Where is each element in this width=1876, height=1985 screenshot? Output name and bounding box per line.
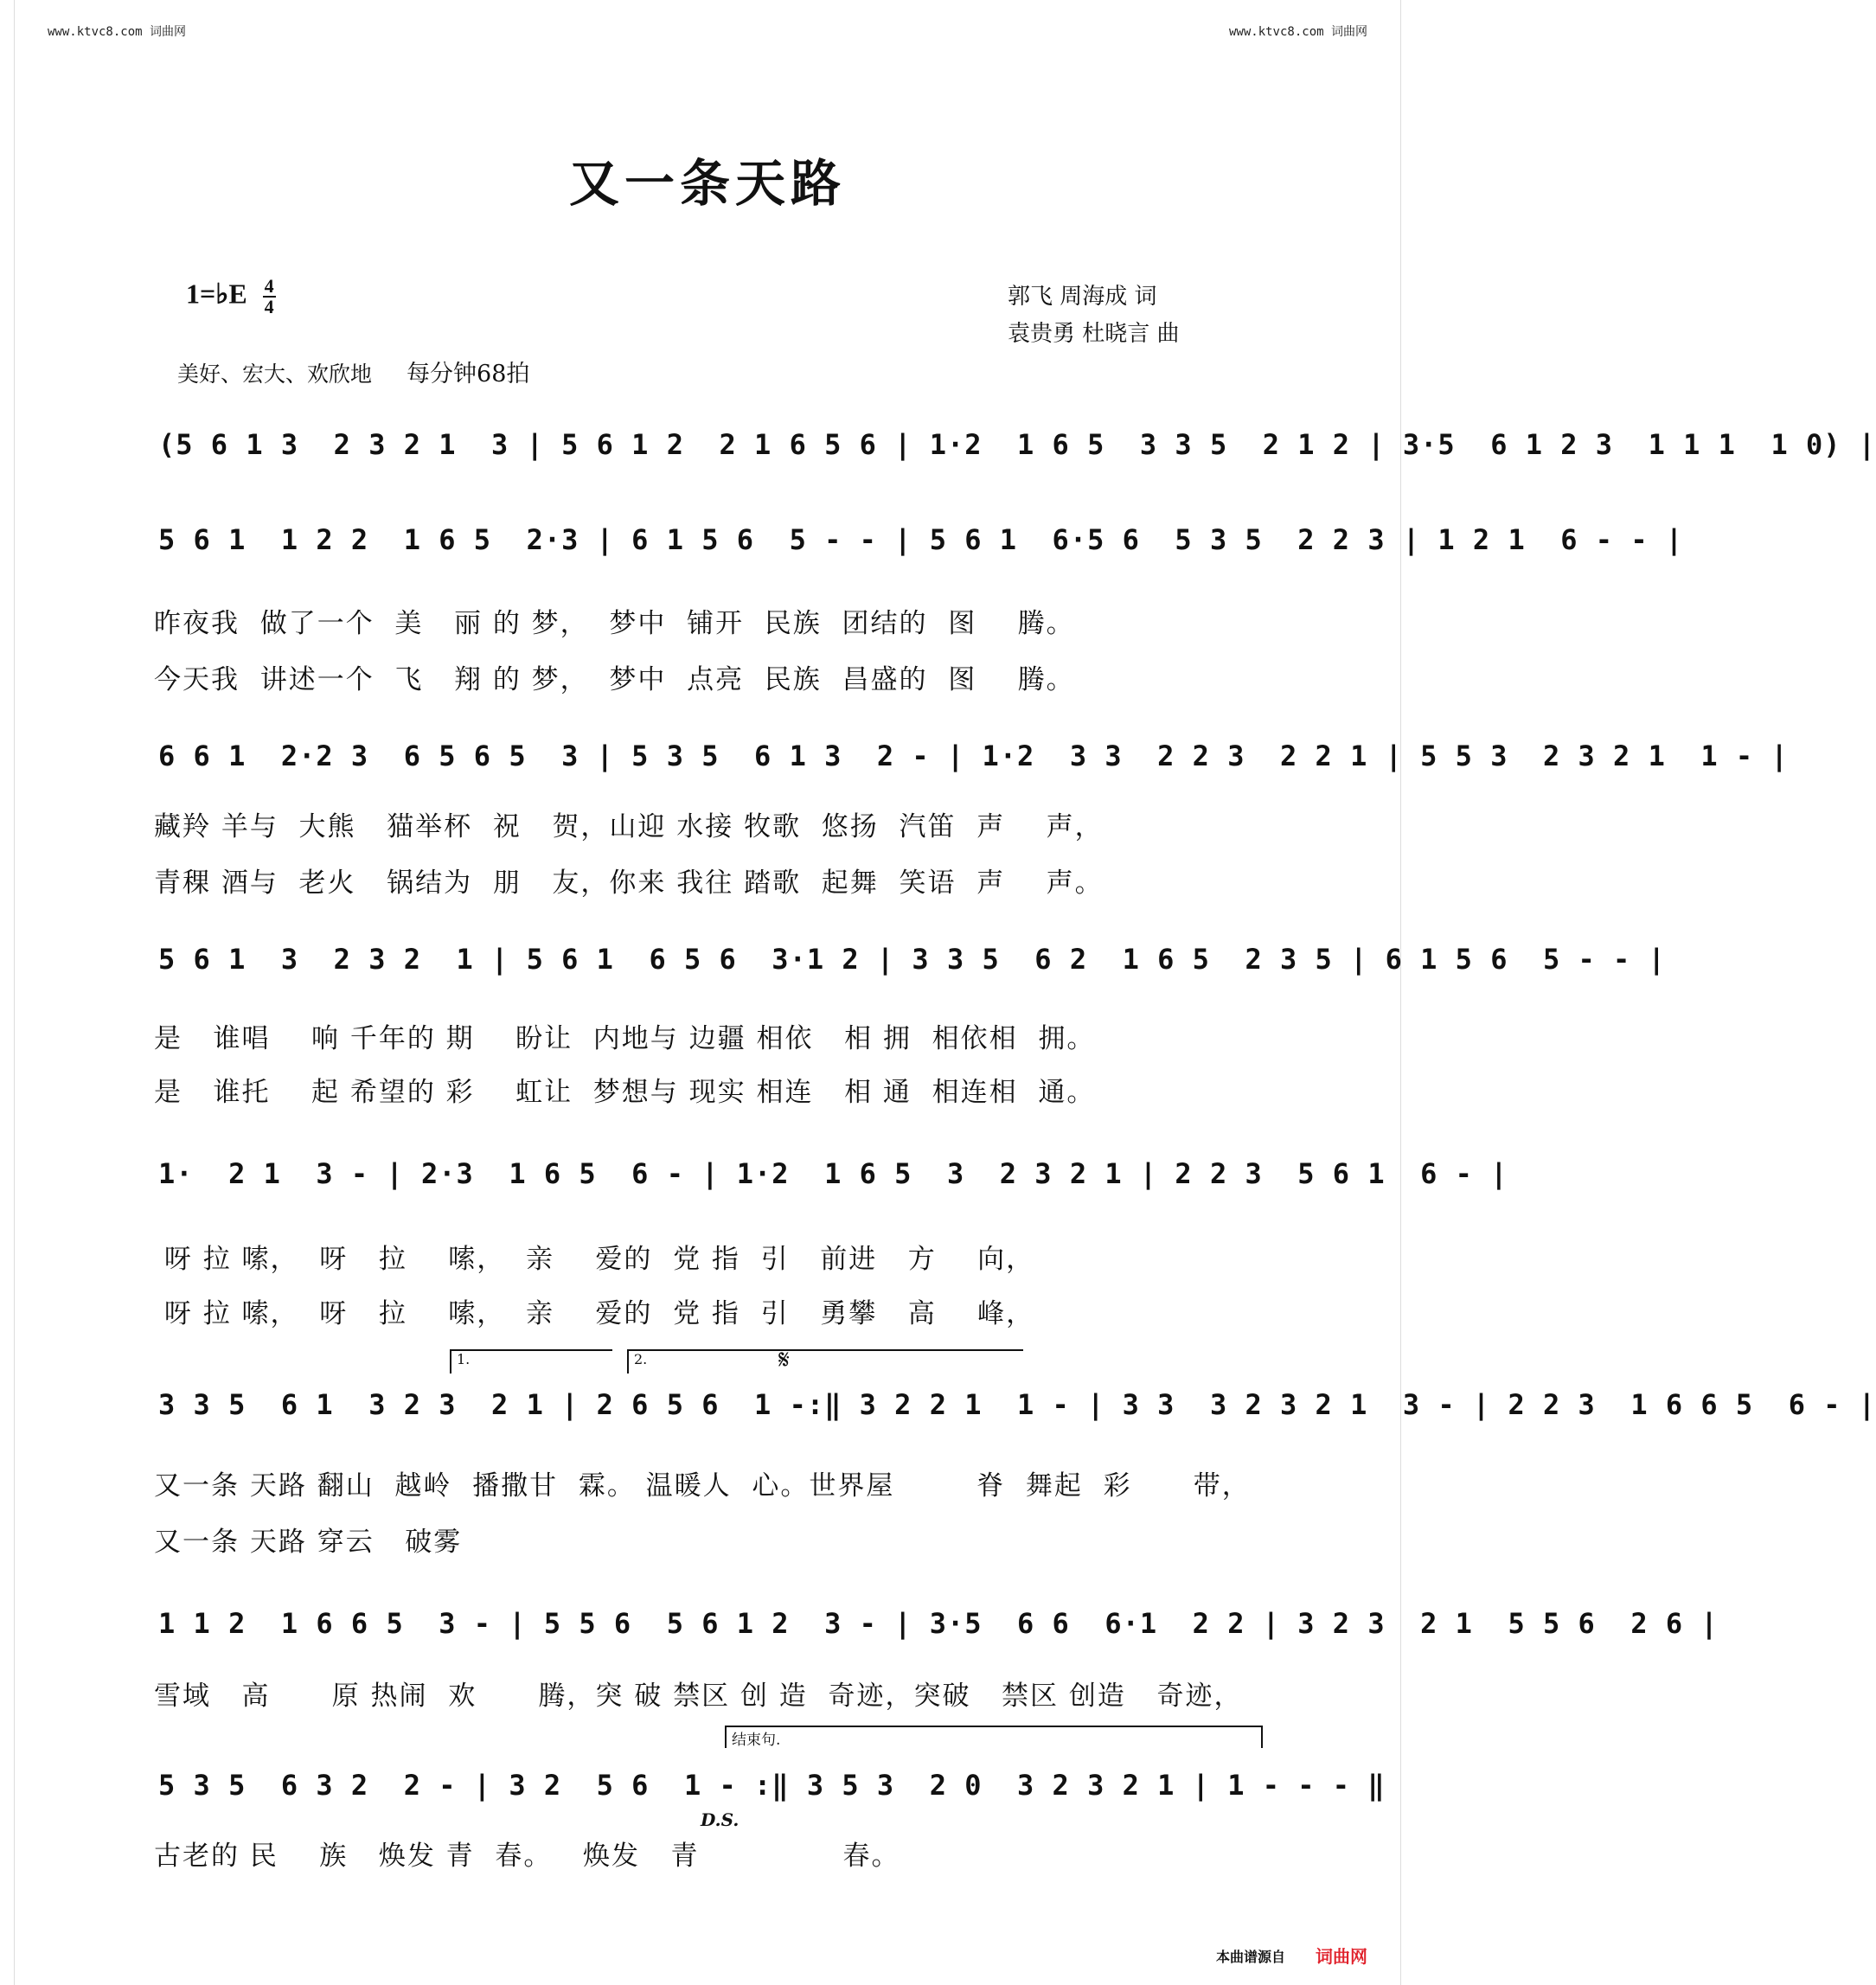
- coda-bracket: [725, 1726, 1263, 1748]
- notation-line-2: 5 6 1 1 2 2 1 6 5 2·3 | 6 1 5 6 5 - - | 5 6 1 6·5 6 5 3 5 2 2 3 | 1 2 1 6 - - |: [158, 523, 1684, 556]
- notation-line-6: 3 3 5 6 1 3 2 3 2 1 | 2 6 5 6 1 -:‖ 3 2 2 1 1 - | 3 3 3 2 3 2 1 3 - | 2 2 3 1 6 6 5 6 - |: [158, 1388, 1876, 1421]
- site-url-left[interactable]: www.ktvc8.com 词曲网: [48, 25, 187, 39]
- lyric-line-8a: 古老的 民 族 焕发 青 春。 焕发 青 春。: [154, 1841, 900, 1872]
- notation-line-4: 5 6 1 3 2 3 2 1 | 5 6 1 6 5 6 3·1 2 | 3 3 5 6 2 1 6 5 2 3 5 | 6 1 5 6 5 - - |: [158, 943, 1666, 976]
- lyric-line-4b: 是 谁托 起 希望的 彩 虹让 梦想与 现实 相连 相 通 相连相 通。: [154, 1077, 1096, 1108]
- lyric-line-2b: 今天我 讲述一个 飞 翔 的 梦， 梦中 点亮 民族 昌盛的 图 腾。: [154, 664, 1075, 695]
- tempo-bpm: 每分钟68拍: [407, 361, 530, 387]
- key-label: 1=♭E: [186, 278, 247, 310]
- notation-line-7: 1 1 2 1 6 6 5 3 - | 5 5 6 5 6 1 2 3 - | 3·5 6 6 6·1 2 2 | 3 2 3 2 1 5 5 6 2 6 |: [158, 1607, 1719, 1640]
- second-ending-bracket: [627, 1349, 1023, 1373]
- lyric-line-3a: 藏羚 羊与 大熊 猫举杯 祝 贺，山迎 水接 牧歌 悠扬 汽笛 声 声，: [154, 811, 1104, 842]
- footer-source: 本曲谱源自: [1215, 1949, 1285, 1965]
- first-ending-label: 1.: [457, 1351, 471, 1367]
- notation-line-5: 1· 2 1 3 - | 2·3 1 6 5 6 - | 1·2 1 6 5 3 2 3 2 1 | 2 2 3 5 6 1 6 - |: [158, 1157, 1508, 1190]
- footer-brand-link[interactable]: 词曲网: [1316, 1946, 1367, 1967]
- segno-sign: 𝄋: [778, 1345, 790, 1375]
- notation-line-3: 6 6 1 2·2 3 6 5 6 5 3 | 5 3 5 6 1 3 2 - | 1·2 3 3 2 2 3 2 2 1 | 5 5 3 2 3 2 1 1 - |: [158, 740, 1789, 772]
- lyric-line-2a: 昨夜我 做了一个 美 丽 的 梦， 梦中 铺开 民族 团结的 图 腾。: [154, 608, 1075, 639]
- lyric-line-4a: 是 谁唱 响 千年的 期 盼让 内地与 边疆 相依 相 拥 相依相 拥。: [154, 1023, 1096, 1054]
- song-title: 又一条天路: [568, 154, 846, 213]
- tempo-marking: [177, 355, 529, 388]
- lyric-line-6a: 又一条 天路 翻山 越岭 播撒甘 霖。 温暖人 心。世界屋 脊 舞起 彩 带，: [154, 1470, 1251, 1502]
- lyric-line-3b: 青稞 酒与 老火 锅结为 朋 友，你来 我往 踏歌 起舞 笑语 声 声。: [154, 868, 1104, 899]
- ds-marking: D.S.: [701, 1809, 740, 1830]
- second-ending-label: 2.: [634, 1351, 648, 1367]
- composer-credit: 袁贵勇 杜晓言 曲: [1008, 321, 1180, 347]
- site-url-right[interactable]: www.ktvc8.com 词曲网: [1228, 25, 1367, 39]
- lyric-line-5a: 呀 拉 嗦， 呀 拉 嗦， 亲 爱的 党 指 引 前进 方 向，: [154, 1244, 1035, 1275]
- lyricist-credit: 郭飞 周海成 词: [1008, 284, 1157, 310]
- coda-label: 结束句.: [732, 1732, 781, 1749]
- tempo-mood: 美好、宏大、欢欣地: [177, 362, 373, 387]
- time-top: 4: [264, 275, 274, 297]
- first-ending-bracket: [450, 1349, 612, 1373]
- right-margin-strip: [1400, 0, 1415, 1985]
- lyric-line-7a: 雪域 高 原 热闹 欢 腾，突 破 禁区 创 造 奇迹，突破 禁区 创造 奇迹，: [154, 1681, 1243, 1712]
- notation-line-8: 5 3 5 6 3 2 2 - | 3 2 5 6 1 - :‖ 3 5 3 2 0 3 2 3 2 1 | 1 - - - ‖: [158, 1769, 1386, 1802]
- lyric-line-6b: 又一条 天路 穿云 破雾: [154, 1527, 463, 1558]
- time-signature: [263, 277, 276, 317]
- time-bottom: 4: [264, 296, 274, 317]
- left-margin-strip: [0, 0, 15, 1985]
- notation-line-1: (5 6 1 3 2 3 2 1 3 | 5 6 1 2 2 1 6 5 6 | 1·2 1 6 5 3 3 5 2 1 2 | 3·5 6 1 2 3 1 1 1 1 0) |: [158, 428, 1876, 461]
- key-signature: [186, 277, 276, 317]
- lyric-line-5b: 呀 拉 嗦， 呀 拉 嗦， 亲 爱的 党 指 引 勇攀 高 峰，: [154, 1298, 1035, 1329]
